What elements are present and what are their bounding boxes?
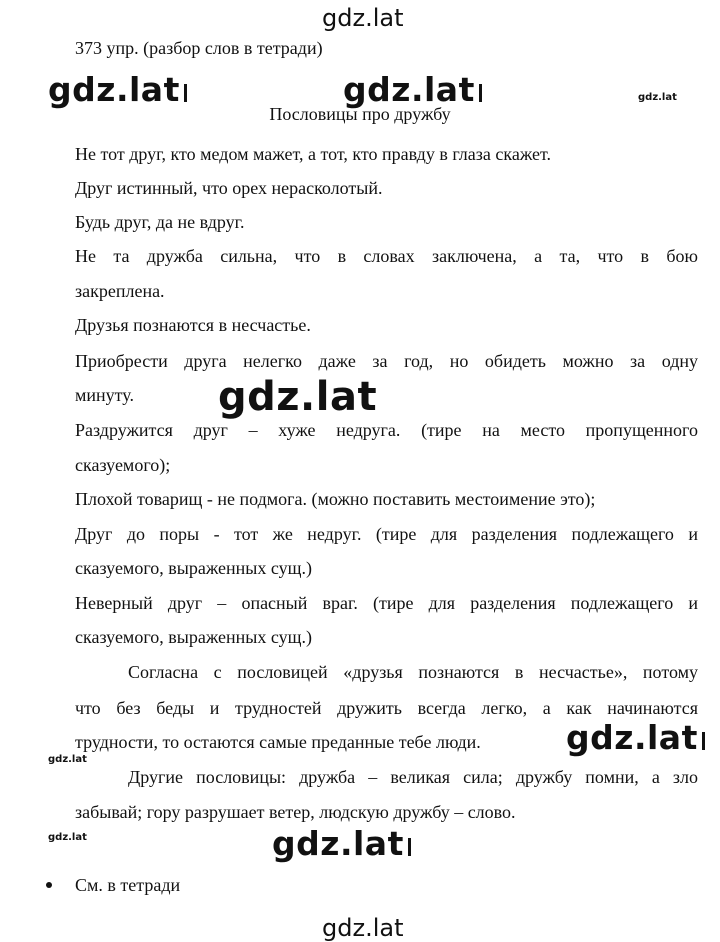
page-title: Пословицы про дружбу [269, 104, 451, 124]
proverb-line: Будь друг, да не вдруг. [75, 212, 245, 232]
paragraph-line: трудности, то остаются самые преданные тебе люди. [75, 732, 481, 752]
proverb-line: Не та дружба сильна, что в словах заключена, а та, что в бою [75, 246, 698, 266]
proverb-line: Друг истинный, что орех нерасколотый. [75, 178, 383, 198]
watermark-logo-large: gdz.lat [218, 374, 378, 420]
paragraph-line: Другие пословицы: дружба – великая сила; дружбу помни, а зло [128, 767, 698, 787]
proverb-line: Плохой товарищ - не подмога. (можно поставить местоимение это); [75, 489, 596, 509]
watermark-logo: gdz.lat [272, 824, 411, 863]
proverb-line: минуту. [75, 385, 134, 405]
watermark-small: gdz.lat [638, 92, 677, 103]
proverb-line: закреплена. [75, 281, 165, 301]
bullet-icon [46, 882, 52, 888]
paragraph-line: Согласна с пословицей «друзья познаются в несчастье», потому [128, 662, 698, 682]
proverb-line: Не тот друг, кто медом мажет, а тот, кто правду в глаза скажет. [75, 144, 552, 164]
watermark-small: gdz.lat [48, 754, 87, 765]
watermark-small: gdz.lat [48, 832, 87, 843]
proverb-line: сказуемого, выраженных сущ.) [75, 627, 312, 647]
paragraph-line: забывай; гору разрушает ветер, людскую дружбу – слово. [75, 802, 516, 822]
proverb-line: сказуемого); [75, 455, 171, 475]
proverb-line: Приобрести друга нелегко даже за год, но обидеть можно за одну [75, 351, 698, 371]
watermark-logo: gdz.lat [48, 70, 187, 109]
proverb-line: Друзья познаются в несчастье. [75, 315, 311, 335]
proverb-line: Раздружится друг – хуже недруга. (тире на место пропущенного [75, 420, 698, 440]
watermark-logo: gdz.lat [566, 718, 705, 757]
watermark-logo: gdz.lat [343, 70, 482, 109]
paragraph-line: что без беды и трудностей дружить всегда легко, а как начинаются [75, 698, 698, 718]
proverb-line: Друг до поры - тот же недруг. (тире для разделения подлежащего и [75, 524, 698, 544]
bullet-text: См. в тетради [75, 875, 181, 895]
watermark-bottom: gdz.lat [322, 914, 404, 942]
watermark-top: gdz.lat [322, 4, 404, 32]
proverb-line: сказуемого, выраженных сущ.) [75, 558, 312, 578]
exercise-header: 373 упр. (разбор слов в тетради) [75, 38, 323, 58]
proverb-line: Неверный друг – опасный враг. (тире для разделения подлежащего и [75, 593, 698, 613]
